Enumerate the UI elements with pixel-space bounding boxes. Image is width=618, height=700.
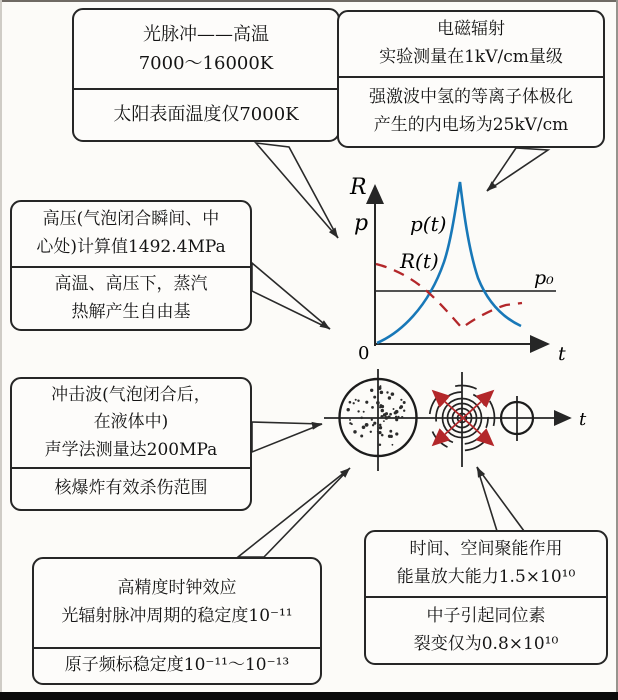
origin-label: 0	[358, 343, 370, 364]
light-bottom-line1: 太阳表面温度仅7000K	[113, 104, 299, 126]
pressure-bottom-line1: 高温、高压下，蒸汽	[54, 273, 208, 294]
wedge-em-to-peak	[487, 148, 548, 191]
wedge-shock-to-bubble	[252, 422, 322, 452]
graph-t-label: t	[558, 343, 566, 365]
em-top-line1: 电磁辐射	[437, 19, 505, 40]
shock-bottom-line1: 核爆炸有效杀伤范围	[54, 478, 208, 499]
y-axis-label-R: R	[350, 175, 367, 200]
light-top-line2: 7000～16000K	[138, 53, 274, 74]
y-axis-label-p: p	[354, 211, 369, 236]
wedge-tips	[312, 181, 498, 477]
callout-wedges	[238, 143, 548, 557]
callout-shock-wave	[10, 377, 252, 511]
pressure-top-line2: 心处)计算值1492.4MPa	[36, 237, 226, 257]
callout-light-pulse	[72, 8, 340, 142]
shock-top-line2: 在液体中)	[93, 412, 169, 433]
dotted-bubble	[340, 369, 417, 471]
energy-top-line1: 时间、空间聚能作用	[409, 539, 563, 560]
shock-top-line1: 冲击波(气泡闭合后，	[51, 384, 211, 405]
light-top-line1: 光脉冲——高温	[143, 23, 269, 45]
wedge-energy-to-shockwave	[477, 467, 524, 531]
energy-bottom-line1: 中子引起同位素	[426, 605, 546, 626]
shock-top-line3: 声学法测量达200MPa	[44, 439, 218, 460]
shock-bubble	[430, 372, 495, 467]
bubble-timeline	[324, 369, 587, 471]
pressure-bottom-line2: 热解产生自由基	[71, 301, 191, 322]
callout-energy-focusing	[364, 530, 608, 665]
em-bottom-line2: 产生的内电场为25kV/cm	[373, 115, 569, 135]
clock-top-line2: 光辐射脉冲周期的稳定度10⁻¹¹	[61, 606, 293, 626]
wedge-pressure-to-graph	[252, 263, 330, 329]
pressure-top-line1: 高压(气泡闭合瞬间、中	[42, 209, 220, 230]
clock-top-line1: 高精度时钟效应	[117, 578, 237, 599]
p0-label: p₀	[534, 267, 554, 289]
dotted-bubble-dots	[347, 385, 406, 446]
callout-clock-effect	[32, 557, 322, 685]
energy-top-line2: 能量放大能力1.5×10¹⁰	[396, 567, 576, 587]
rp-graph	[349, 175, 566, 365]
em-top-line2: 实验测量在1kV/cm量级	[379, 47, 563, 67]
energy-bottom-line2: 裂变仅为0.8×10¹⁰	[413, 633, 559, 654]
em-bottom-line1: 强激波中氢的等离子体极化	[369, 87, 573, 108]
r-curve-label: R(t)	[400, 249, 439, 273]
p-curve	[377, 182, 521, 343]
callout-high-pressure	[10, 200, 252, 331]
r-curve	[376, 264, 522, 328]
p-curve-label: p(t)	[410, 212, 447, 236]
wedge-light-to-graph	[256, 143, 338, 238]
bubble-axis-t-label: t	[579, 409, 587, 430]
clock-bottom-line1: 原子频标稳定度10⁻¹¹～10⁻¹³	[64, 655, 290, 676]
callout-em-radiation	[337, 10, 605, 148]
wedge-clock-to-bubble	[238, 468, 350, 557]
